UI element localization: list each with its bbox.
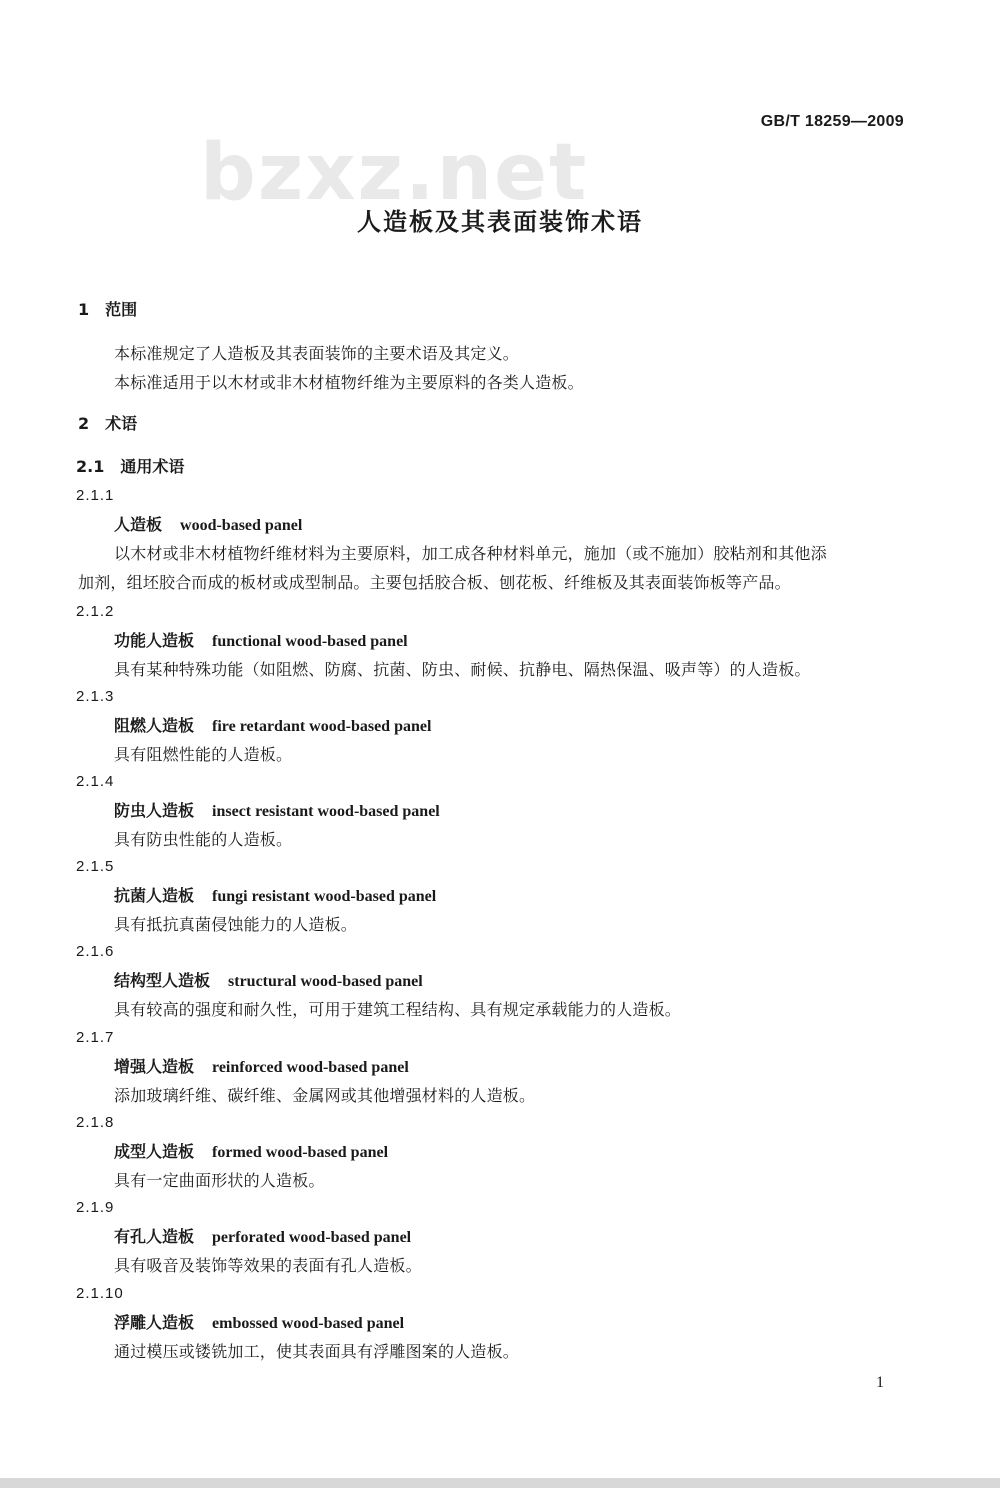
term-english: fire retardant wood-based panel <box>212 718 432 735</box>
term-chinese: 浮雕人造板 <box>114 1313 195 1332</box>
term-heading <box>114 716 431 737</box>
section-2-heading: 2 术语 <box>78 414 138 433</box>
document-title: 人造板及其表面装饰术语 <box>357 208 643 236</box>
term-english: embossed wood-based panel <box>212 1315 405 1332</box>
term-definition: 具有防虫性能的人造板。 <box>114 830 293 849</box>
scope-paragraph: 本标准适用于以木材或非木材植物纤维为主要原料的各类人造板。 <box>114 373 584 392</box>
term-english: wood-based panel <box>180 517 303 534</box>
term-definition: 以木材或非木材植物纤维材料为主要原料，加工成各种材料单元，施加（或不施加）胶粘剂和其他添 <box>114 544 827 563</box>
term-number: 2.1.2 <box>76 603 115 620</box>
term-number: 2.1.7 <box>76 1029 115 1046</box>
term-chinese: 防虫人造板 <box>114 801 195 820</box>
standard-code: GB/T 18259—2009 <box>760 113 904 130</box>
term-heading <box>114 631 408 652</box>
term-chinese: 有孔人造板 <box>114 1227 195 1246</box>
term-heading <box>114 515 302 536</box>
page-edge <box>0 1478 1000 1488</box>
term-number: 2.1.10 <box>76 1285 124 1302</box>
term-number: 2.1.1 <box>76 487 115 504</box>
term-definition: 加剂，组坯胶合而成的板材或成型制品。主要包括胶合板、刨花板、纤维板及其表面装饰板等产品。 <box>78 573 791 592</box>
term-english: reinforced wood-based panel <box>212 1059 409 1076</box>
term-number: 2.1.5 <box>76 858 115 875</box>
term-number: 2.1.9 <box>76 1199 115 1216</box>
term-number: 2.1.3 <box>76 688 115 705</box>
term-english: functional wood-based panel <box>212 633 408 650</box>
term-heading <box>114 1313 404 1334</box>
term-heading <box>114 801 440 822</box>
term-number: 2.1.6 <box>76 943 115 960</box>
page-number: 1 <box>876 1374 884 1391</box>
term-heading <box>114 1142 388 1163</box>
section-1-heading: 1 范围 <box>78 300 138 319</box>
term-definition: 通过模压或镂铣加工，使其表面具有浮雕图案的人造板。 <box>114 1342 520 1361</box>
term-definition: 具有一定曲面形状的人造板。 <box>114 1171 325 1190</box>
term-english: insect resistant wood-based panel <box>212 803 440 820</box>
term-chinese: 增强人造板 <box>114 1057 195 1076</box>
term-heading <box>114 1057 409 1078</box>
term-definition: 具有吸音及装饰等效果的表面有孔人造板。 <box>114 1256 422 1275</box>
term-definition: 具有较高的强度和耐久性，可用于建筑工程结构、具有规定承载能力的人造板。 <box>114 1000 682 1019</box>
term-definition: 具有抵抗真菌侵蚀能力的人造板。 <box>114 915 358 934</box>
term-chinese: 阻燃人造板 <box>114 716 195 735</box>
term-english: structural wood-based panel <box>228 973 423 990</box>
term-number: 2.1.4 <box>76 773 115 790</box>
term-english: fungi resistant wood-based panel <box>212 888 437 905</box>
term-definition: 具有阻燃性能的人造板。 <box>114 745 293 764</box>
term-number: 2.1.8 <box>76 1114 115 1131</box>
term-heading <box>114 1227 411 1248</box>
term-chinese: 成型人造板 <box>114 1142 195 1161</box>
term-chinese: 抗菌人造板 <box>114 886 195 905</box>
term-chinese: 人造板 <box>114 515 163 534</box>
term-heading <box>114 886 436 907</box>
term-chinese: 结构型人造板 <box>114 971 211 990</box>
term-english: perforated wood-based panel <box>212 1229 412 1246</box>
term-definition: 具有某种特殊功能（如阻燃、防腐、抗菌、防虫、耐候、抗静电、隔热保温、吸声等）的人造板。 <box>114 660 811 679</box>
watermark: bzxz.net <box>200 128 589 218</box>
subsection-2-1-heading: 2.1 通用术语 <box>76 457 185 476</box>
scope-paragraph: 本标准规定了人造板及其表面装饰的主要术语及其定义。 <box>114 344 520 363</box>
term-english: formed wood-based panel <box>212 1144 389 1161</box>
term-chinese: 功能人造板 <box>114 631 195 650</box>
term-heading <box>114 971 423 992</box>
term-definition: 添加玻璃纤维、碳纤维、金属网或其他增强材料的人造板。 <box>114 1086 536 1105</box>
